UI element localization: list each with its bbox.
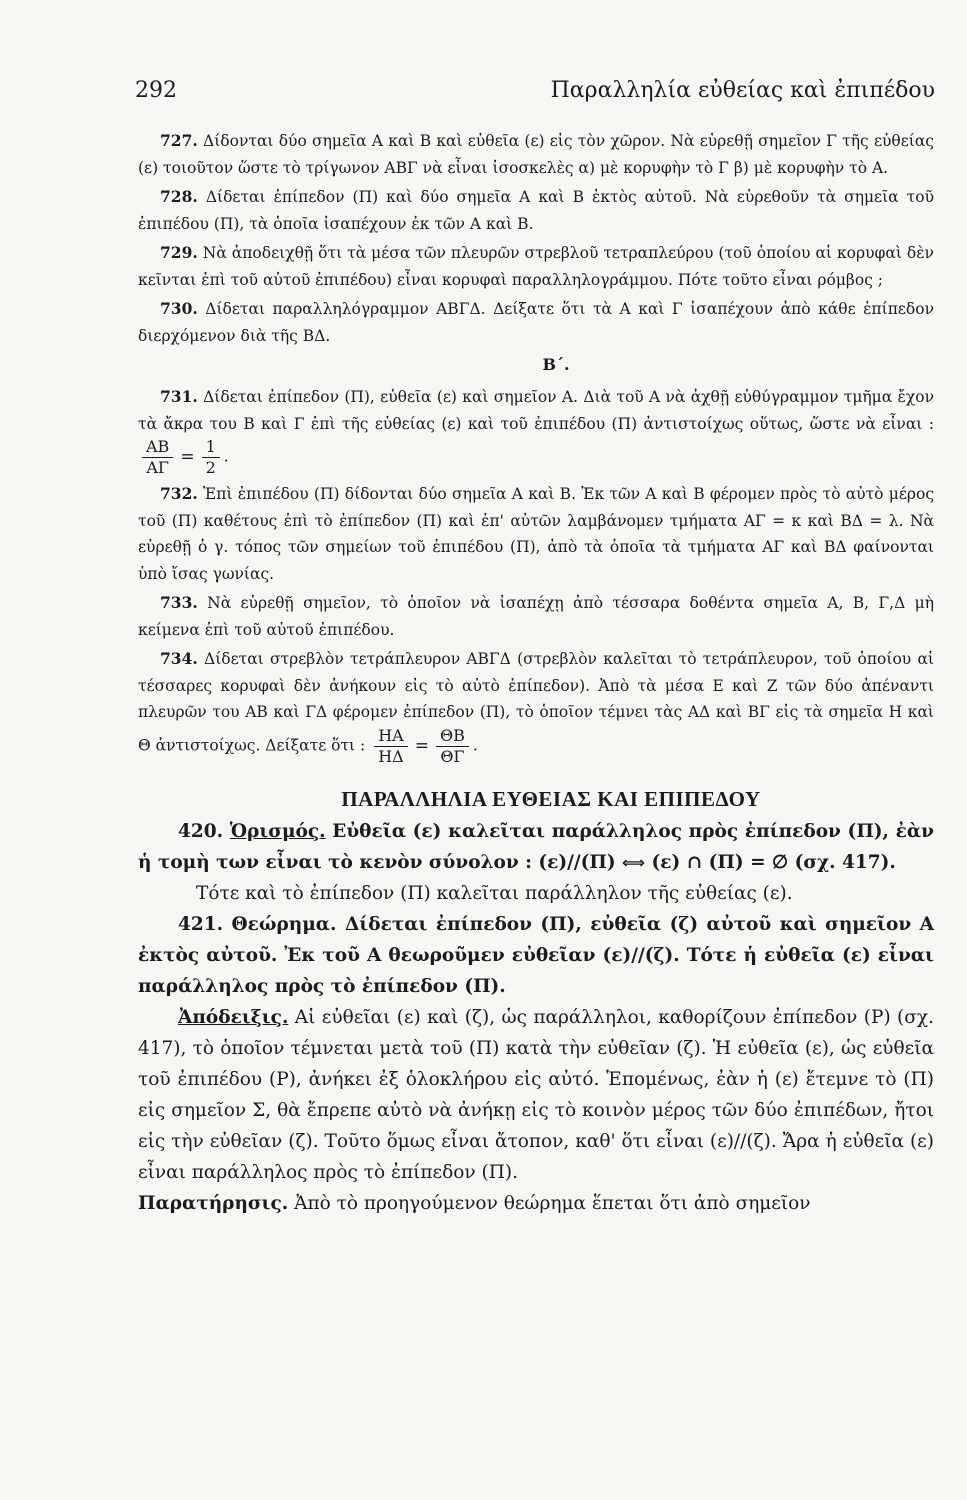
definition-420: 420. Ὁρισμός. Εὐθεῖα (ε) καλεῖται παράλληλος πρὸς ἐπίπεδον (Π), ἐὰν ἡ τομὴ των εἶναι τὸ κενὸν σύνολον : (ε)//(Π) ⟺ (ε) ∩ (Π) = ∅ (σχ. 417). [138,820,934,873]
page-number: 292 [135,78,177,103]
fraction-one-half: $\frac{1}{2}$ [202,437,220,478]
theorem-421: 421. Θεώρημα. Δίδεται ἐπίπεδον (Π), εὐθεῖα (ζ) αὐτοῦ καὶ σημεῖον Α ἐκτὸς αὐτοῦ. Ἐκ τοῦ Α θεωροῦμεν εὐθεῖαν (ε)//(ζ). Τότε ἡ εὐθεῖα (ε) εἶναι παράλληλος πρὸς τὸ ἐπίπεδον (Π). [138,913,934,997]
exercise-730: 730. Δίδεται παραλληλόγραμμον ΑΒΓΔ. Δείξατε ὅτι τὰ Α καὶ Γ ἰσαπέχουν ἀπὸ κάθε ἐπίπεδον διερχόμενον διὰ τῆς ΒΔ. [138,299,934,345]
remark: Παρατήρησις. Ἀπὸ τὸ προηγούμενον θεώρημα ἕπεται ὅτι ἀπὸ σημεῖον [138,1192,811,1214]
running-title: Παραλληλία εὐθείας καὶ ἐπιπέδου [550,78,935,103]
proof: Ἀπόδειξις. Αἱ εὐθεῖαι (ε) καὶ (ζ), ὡς παράλληλοι, καθορίζουν ἐπίπεδον (Ρ) (σχ. 417), τὸ ὁποῖον τέμνεται μετὰ τοῦ (Π) κατὰ τὴν εὐθεῖαν (ζ). Ἡ εὐθεῖα (ε), ὡς εὐθεῖα τοῦ ἐπιπέδου (Ρ), ἀνήκει ἐξ ὁλοκλήρου εἰς αὐτό. Ἑπομένως, ἐὰν ἡ (ε) ἔτεμνε τὸ (Π) εἰς σημεῖον Σ, θὰ ἔπρεπε αὐτὸ νὰ ἀνήκῃ εἰς τὸ κοινὸν μέρος τῶν δύο ἐπιπέδων, ἤτοι εἰς τὴν εὐθεῖαν (ζ). Τοῦτο ὅμως εἶναι ἄτοπον, καθ' ὅτι εἶναι (ε)//(ζ). Ἄρα ἡ εὐθεῖα (ε) εἶναι παράλληλος πρὸς τὸ ἐπίπεδον (Π). [138,1006,934,1183]
iff-symbol: ⟺ [622,852,646,872]
page-header [135,78,935,112]
fraction-thb-thg: $\frac{\Theta B}{\Theta\Gamma}$ [436,726,469,767]
exercise-728: 728. Δίδεται ἐπίπεδον (Π) καὶ δύο σημεῖα Α καὶ Β ἐκτὸς αὐτοῦ. Νὰ εὑρεθοῦν τὰ σημεῖα τοῦ ἐπιπέδου (Π), τὰ ὁποῖα ἰσαπέχουν ἐκ τῶν Α καὶ Β. [138,187,934,233]
exercise-734: 734. Δίδεται στρεβλὸν τετράπλευρον ΑΒΓΔ (στρεβλὸν καλεῖται τὸ τετράπλευρον, τοῦ ὁποίου αἱ τέσσαρες κορυφαὶ δὲν ἀνήκουν εἰς τὸ αὐτὸ ἐπίπεδον). Ἀπὸ τὰ μέσα Ε καὶ Ζ τῶν δύο ἀπέναντι πλευρῶν του ΑΒ καὶ ΓΔ φέρομεν ἐπίπεδον (Π), τὸ ὁποῖον τέμνει τὰς ΑΔ καὶ ΒΓ εἰς τὰ σημεῖα Η καὶ Θ ἀντιστοίχως. Δείξατε ὅτι : $\frac{HA}{H\Delta}$ = $\frac{\Theta B}{\Theta\Gamma}$ . [138,649,934,766]
exercise-733: 733. Νὰ εὑρεθῇ σημεῖον, τὸ ὁποῖον νὰ ἰσαπέχῃ ἀπὸ τέσσαρα δοθέντα σημεῖα Α, Β, Γ,Δ μὴ κείμενα ἐπὶ τοῦ αὐτοῦ ἐπιπέδου. [138,593,934,639]
exercise-729: 729. Νὰ ἀποδειχθῇ ὅτι τὰ μέσα τῶν πλευρῶν στρεβλοῦ τετραπλεύρου (τοῦ ὁποίου αἱ κορυφαὶ δὲν κεῖνται ἐπὶ τοῦ αὐτοῦ ἐπιπέδου) εἶναι κορυφαὶ παραλληλογράμμου. Πότε τοῦτο εἶναι ρόμβος ; [138,243,934,289]
definition-420-followup: Τότε καὶ τὸ ἐπίπεδον (Π) καλεῖται παράλληλον τῆς εὐθείας (ε). [196,882,793,904]
section-b-label: Β΄. [542,355,570,374]
page-content [138,128,934,1219]
exercise-732: 732. Ἐπὶ ἐπιπέδου (Π) δίδονται δύο σημεῖα Α καὶ Β. Ἐκ τῶν Α καὶ Β φέρομεν πρὸς τὸ αὐτὸ μέρος τοῦ (Π) καθέτους ἐπὶ τὸ ἐπίπεδον (Π) καὶ ἐπ' αὐτῶν λαμβάνομεν τμήματα ΑΓ = κ καὶ ΒΔ = λ. Νὰ εὑρεθῇ ὁ γ. τόπος τῶν σημείων τοῦ ἐπιπέδου (Π), ἀπὸ τὰ ὁποῖα τὰ τμήματα ΑΓ καὶ ΒΔ φαίνονται ὑπὸ ἴσας γωνίας. [138,484,934,583]
exercise-727: 727. Δίδονται δύο σημεῖα Α καὶ Β καὶ εὐθεῖα (ε) εἰς τὸν χῶρον. Νὰ εὑρεθῇ σημεῖον Γ τῆς εὐθείας (ε) τοιοῦτον ὥστε τὸ τρίγωνον ΑΒΓ νὰ εἶναι ἰσοσκελὲς α) μὲ κορυφὴν τὸ Γ β) μὲ κορυφὴν τὸ Α. [138,131,934,177]
fraction-ha-hd: $\frac{HA}{H\Delta}$ [374,726,408,767]
fraction-ab-ag: $\frac{AB}{A\Gamma}$ [142,437,173,478]
section-title: ΠΑΡΑΛΛΗΛΙΑ ΕΥΘΕΙΑΣ ΚΑΙ ΕΠΙΠΕΔΟΥ [341,786,761,811]
exercise-731: 731. Δίδεται ἐπίπεδον (Π), εὐθεῖα (ε) καὶ σημεῖον Α. Διὰ τοῦ Α νὰ ἀχθῇ εὐθύγραμμον τμῆμα ἔχον τὰ ἄκρα του Β καὶ Γ ἐπὶ τῆς εὐθείας (ε) καὶ τοῦ ἐπιπέδου (Π) ἀντιστοίχως οὕτως, ὥστε νὰ εἶναι : $\frac{AB}{A\Gamma}$ = $\frac{1}{2}$ . [138,387,934,477]
